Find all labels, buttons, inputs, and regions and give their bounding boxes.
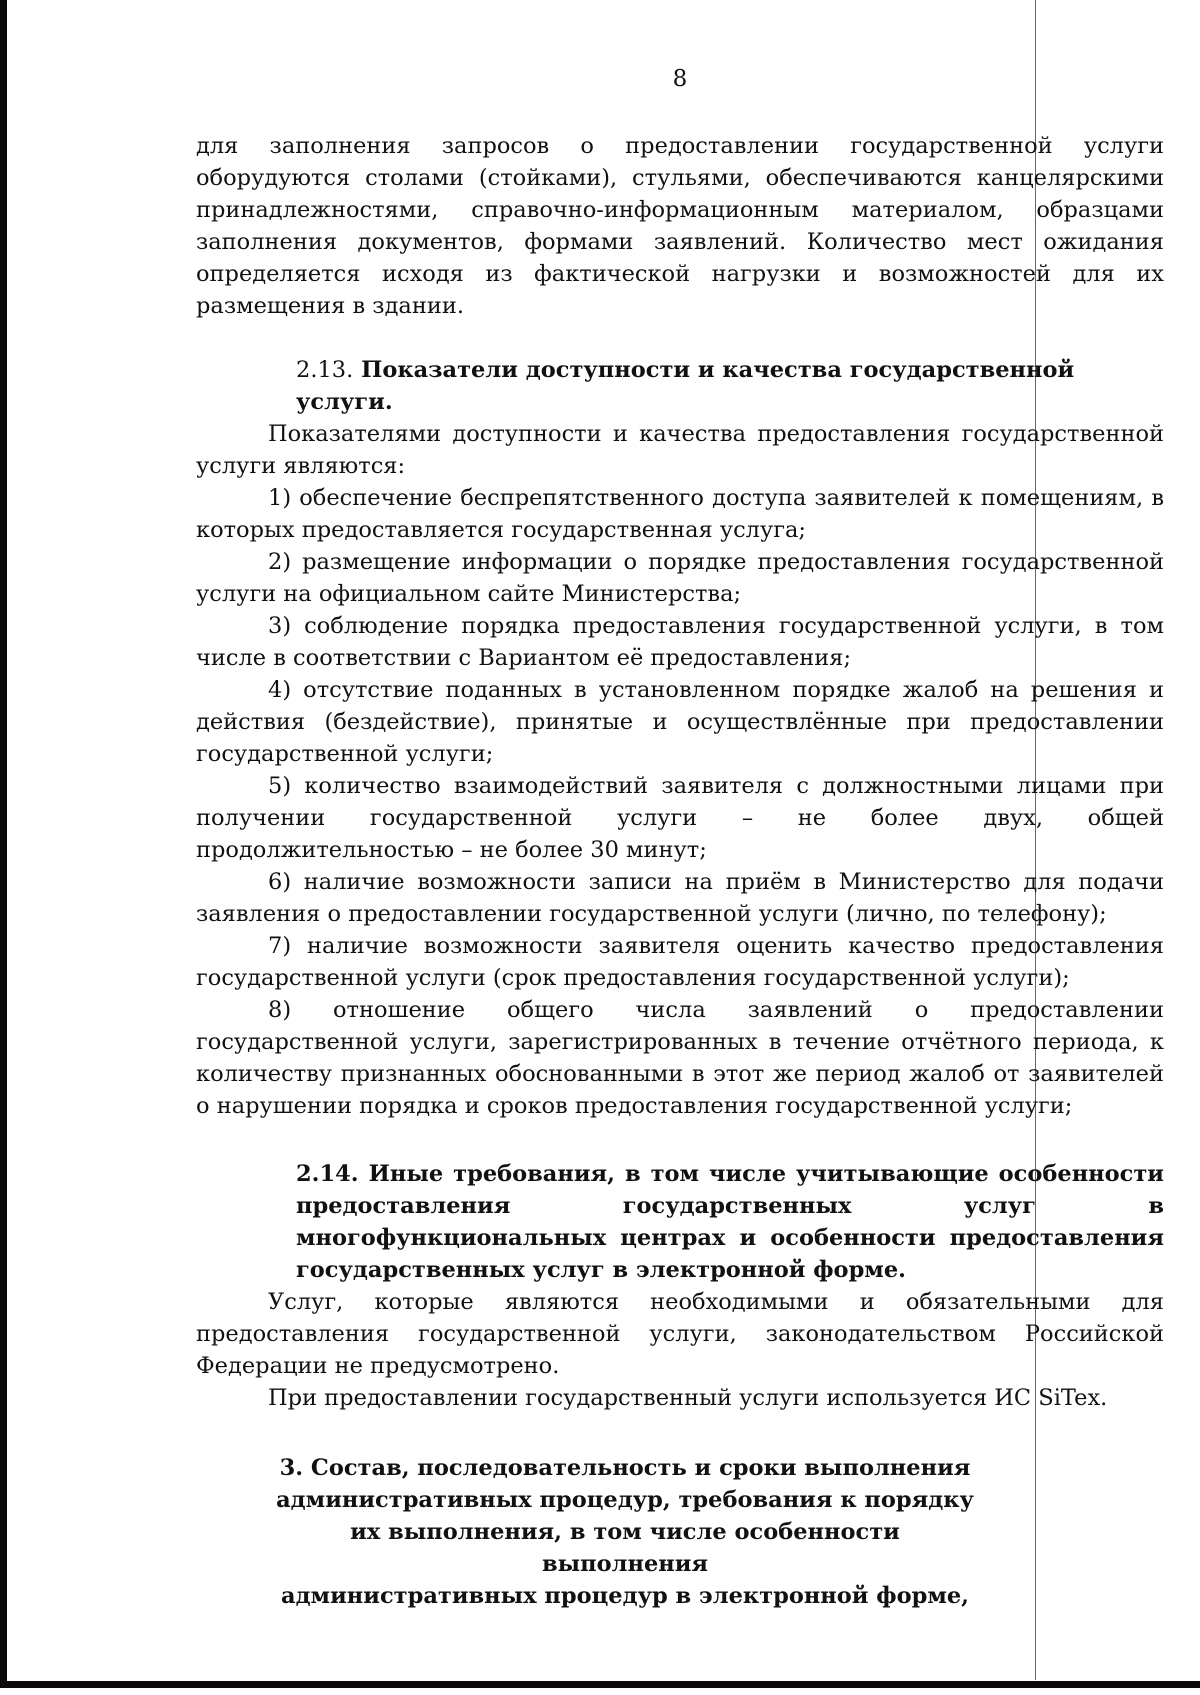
list-item-3: 3) соблюдение порядка предоставления государственной услуги, в том числе в соответствии с Вариантом её предоставления; <box>196 613 1164 671</box>
list-item-4: 4) отсутствие поданных в установленном порядке жалоб на решения и действия (бездействие), принятые и осуществлённые при предоставлении государственной услуги; <box>196 677 1164 767</box>
document-body <box>196 130 1164 1612</box>
section-2-13-title: Показатели доступности и качества государственной услуги <box>296 357 1075 415</box>
scan-left-border <box>0 0 7 1688</box>
section-2-14-paragraph-2: При предоставлении государственный услуги используется ИС SiTex. <box>268 1385 1108 1411</box>
section-2-14-heading <box>196 1158 1164 1286</box>
section-3-heading-line-4: административных процедур в электронной форме, <box>280 1583 970 1609</box>
intro-paragraph: для заполнения запросов о предоставлении государственной услуги оборудуются столами (стойками), стульями, обеспечиваются канцелярскими принадлежностями, справочно-информационным материалом, образцами заполнения документов, формами заявлений. Количество мест ожидания определяется исходя из фактической нагрузки и возможностей для их размещения в здании. <box>196 133 1164 319</box>
section-2-14-title: Иные требования, в том числе учитывающие особенности предоставления государственных услуг в многофункциональных центрах и особенности предоставления государственных услуг в электронной форме. <box>296 1161 1164 1283</box>
section-3-heading-line-2: административных процедур, требования к порядку <box>276 1487 974 1513</box>
section-3-heading-line-1: 3. Состав, последовательность и сроки выполнения <box>279 1455 971 1481</box>
list-item-7: 7) наличие возможности заявителя оценить качество предоставления государственной услуги (срок предоставления государственной услуги); <box>196 933 1164 991</box>
section-2-14-number: 2.14. <box>296 1161 359 1187</box>
section-2-13-lead: Показателями доступности и качества предоставления государственной услуги являются: <box>196 421 1164 479</box>
scan-bottom-border <box>0 1681 1200 1688</box>
page-number: 8 <box>672 66 688 92</box>
section-2-13-number: 2.13. <box>296 357 354 383</box>
section-3-heading-line-3: их выполнения, в том числе особенности выполнения <box>350 1519 900 1577</box>
list-item-5: 5) количество взаимодействий заявителя с должностными лицами при получении государственной услуги – не более двух, общей продолжительностью – не более 30 минут; <box>196 773 1164 863</box>
list-item-1: 1) обеспечение беспрепятственного доступа заявителей к помещениям, в которых предоставляется государственная услуга; <box>196 485 1164 543</box>
section-2-13-title-end: . <box>384 389 393 415</box>
list-item-8: 8) отношение общего числа заявлений о предоставлении государственной услуги, зарегистрированных в течение отчётного периода, к количеству признанных обоснованными в этот же период жалоб от заявителей о нарушении порядка и сроков предоставления государственной услуги; <box>196 997 1164 1119</box>
list-item-6: 6) наличие возможности записи на приём в Министерство для подачи заявления о предоставлении государственной услуги (лично, по телефону); <box>196 869 1164 927</box>
section-3-heading <box>196 1452 1164 1612</box>
list-item-2: 2) размещение информации о порядке предоставления государственной услуги на официальном сайте Министерства; <box>196 549 1164 607</box>
section-2-13-heading <box>196 354 1164 418</box>
section-2-14-paragraph-1: Услуг, которые являются необходимыми и обязательными для предоставления государственной услуги, законодательством Российской Федерации не предусмотрено. <box>196 1289 1164 1379</box>
